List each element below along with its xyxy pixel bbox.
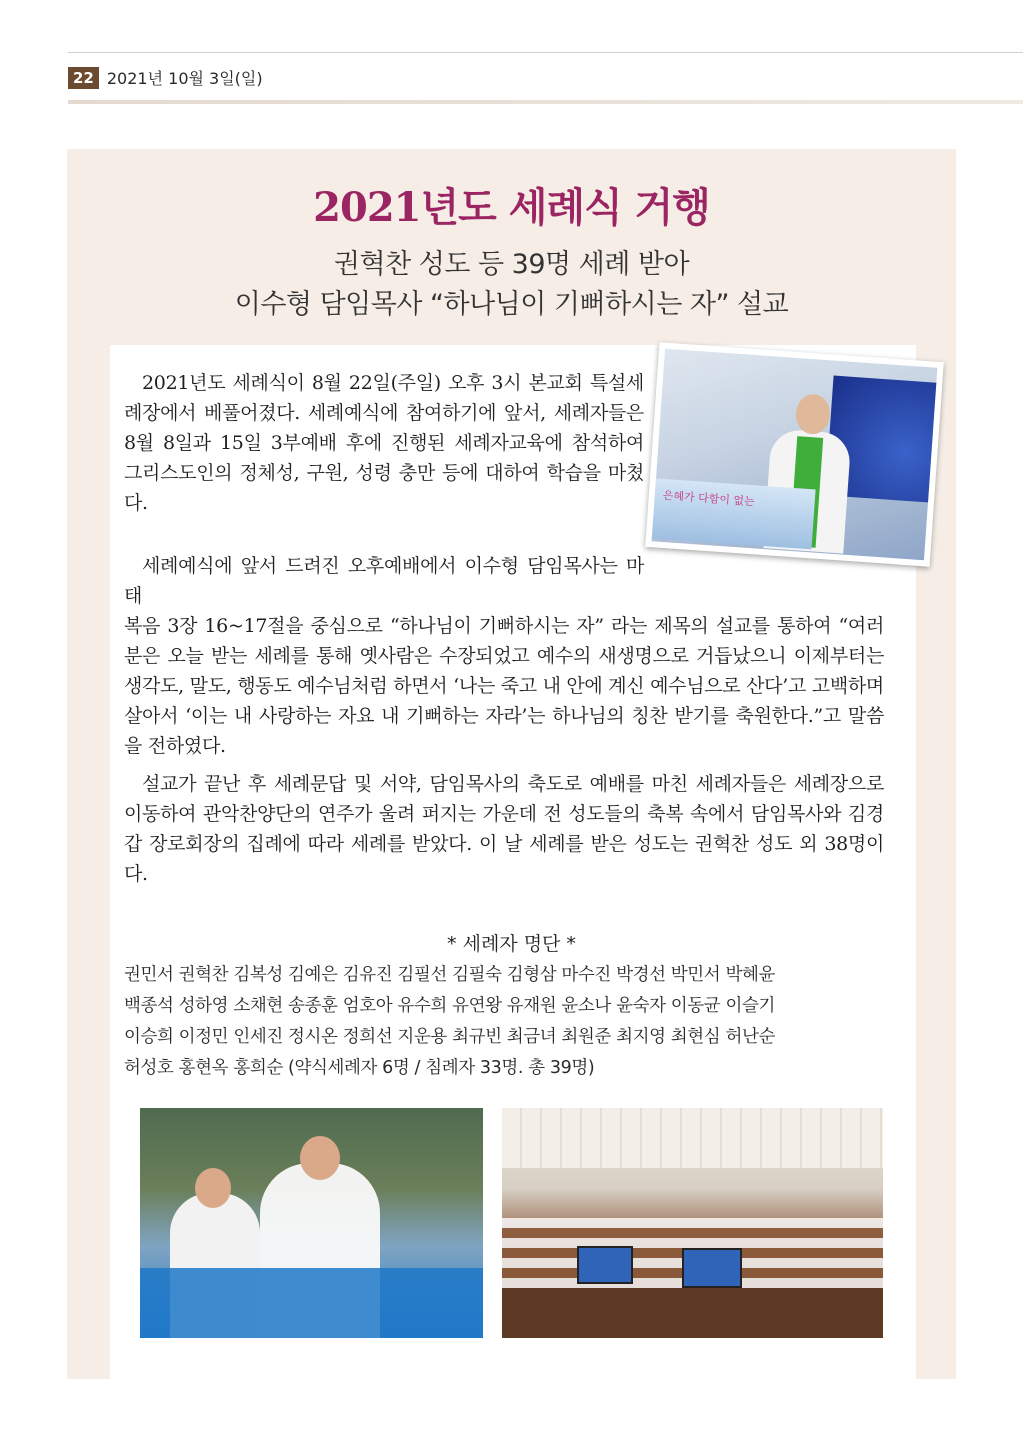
baptism-photo [140,1108,483,1338]
lead-paragraph: 2021년도 세례식이 8월 22일(주일) 오후 3시 본교회 특설세례장에서 베풀어졌다. 세례예식에 참여하기에 앞서, 세례자들은 8월 8일과 15일 3부예배 후에 진행된 세례자교육에 참석하여 그리스도인의 정체성, 구원, 성령 충만 등에 대하여 학습을 마쳤다. [124,372,644,514]
podium-banner: 은혜가 다함이 없는 [662,488,756,509]
names-line: 백종석 성하영 소채현 송종훈 엄호아 유수희 유연왕 유재원 윤소나 윤숙자 이동균 이슬기 [124,996,775,1016]
header-divider [68,100,1023,104]
sermon-photo [645,342,944,566]
article-subtitle-1: 권혁찬 성도 등 39명 세례 받아 [333,249,690,280]
sermon-paragraph-body: 복음 3장 16~17절을 중심으로 “하나님이 기뻐하시는 자” 라는 제목의 설교를 통하여 “여러분은 오늘 받는 세례를 통해 옛사람은 수장되었고 예수의 새생명으로 거듭났으니 이제부터는 생각도, 말도, 행동도 예수님처럼 하면서 ‘나는 죽고 내 안에 계신 예수님으로 산다’고 고백하며 살아서 ‘이는 내 사랑하는 자요 내 기뻐하는 자라’는 하나님의 칭찬 받기를 축원한다.”고 말씀을 전하였다. [124,615,884,757]
names-line: 권민서 권혁찬 김복성 김예은 김유진 김필선 김필숙 김형삼 마수진 박경선 박민서 박혜윤 [124,965,775,985]
names-list [124,960,890,1084]
page-number: 22 [68,67,99,89]
sermon-paragraph [124,551,884,761]
top-rule [68,52,1023,53]
issue-date: 2021년 10월 3일(일) [106,69,263,88]
article-subtitle-2: 이수형 담임목사 “하나님이 기뻐하시는 자” 설교 [234,289,789,320]
page-header [68,66,263,89]
names-heading: * 세례자 명단 * [447,933,576,955]
names-line: 허성호 홍현옥 홍희순 (약식세례자 6명 / 침례자 33명. 총 39명) [124,1058,595,1078]
article-title: 2021년도 세례식 거행 [313,184,710,231]
sermon-paragraph-first-line: 세례예식에 앞서 드려진 오후예배에서 이수형 담임목사는 마태 [124,555,644,607]
ceremony-paragraph: 설교가 끝난 후 세례문답 및 서약, 담임목사의 축도로 예배를 마친 세례자들은 세례장으로 이동하여 관악찬양단의 연주가 울려 퍼지는 가운데 전 성도들의 축복 속에서 담임목사와 김경갑 장로회장의 집례에 따라 세례를 받았다. 이 날 세례를 받은 성도는 권혁찬 성도 외 38명이다. [124,773,884,885]
congregation-photo [502,1108,883,1338]
names-line: 이승희 이정민 인세진 정시온 정희선 지운용 최규빈 최금녀 최원준 최지영 최현심 허난순 [124,1027,775,1047]
